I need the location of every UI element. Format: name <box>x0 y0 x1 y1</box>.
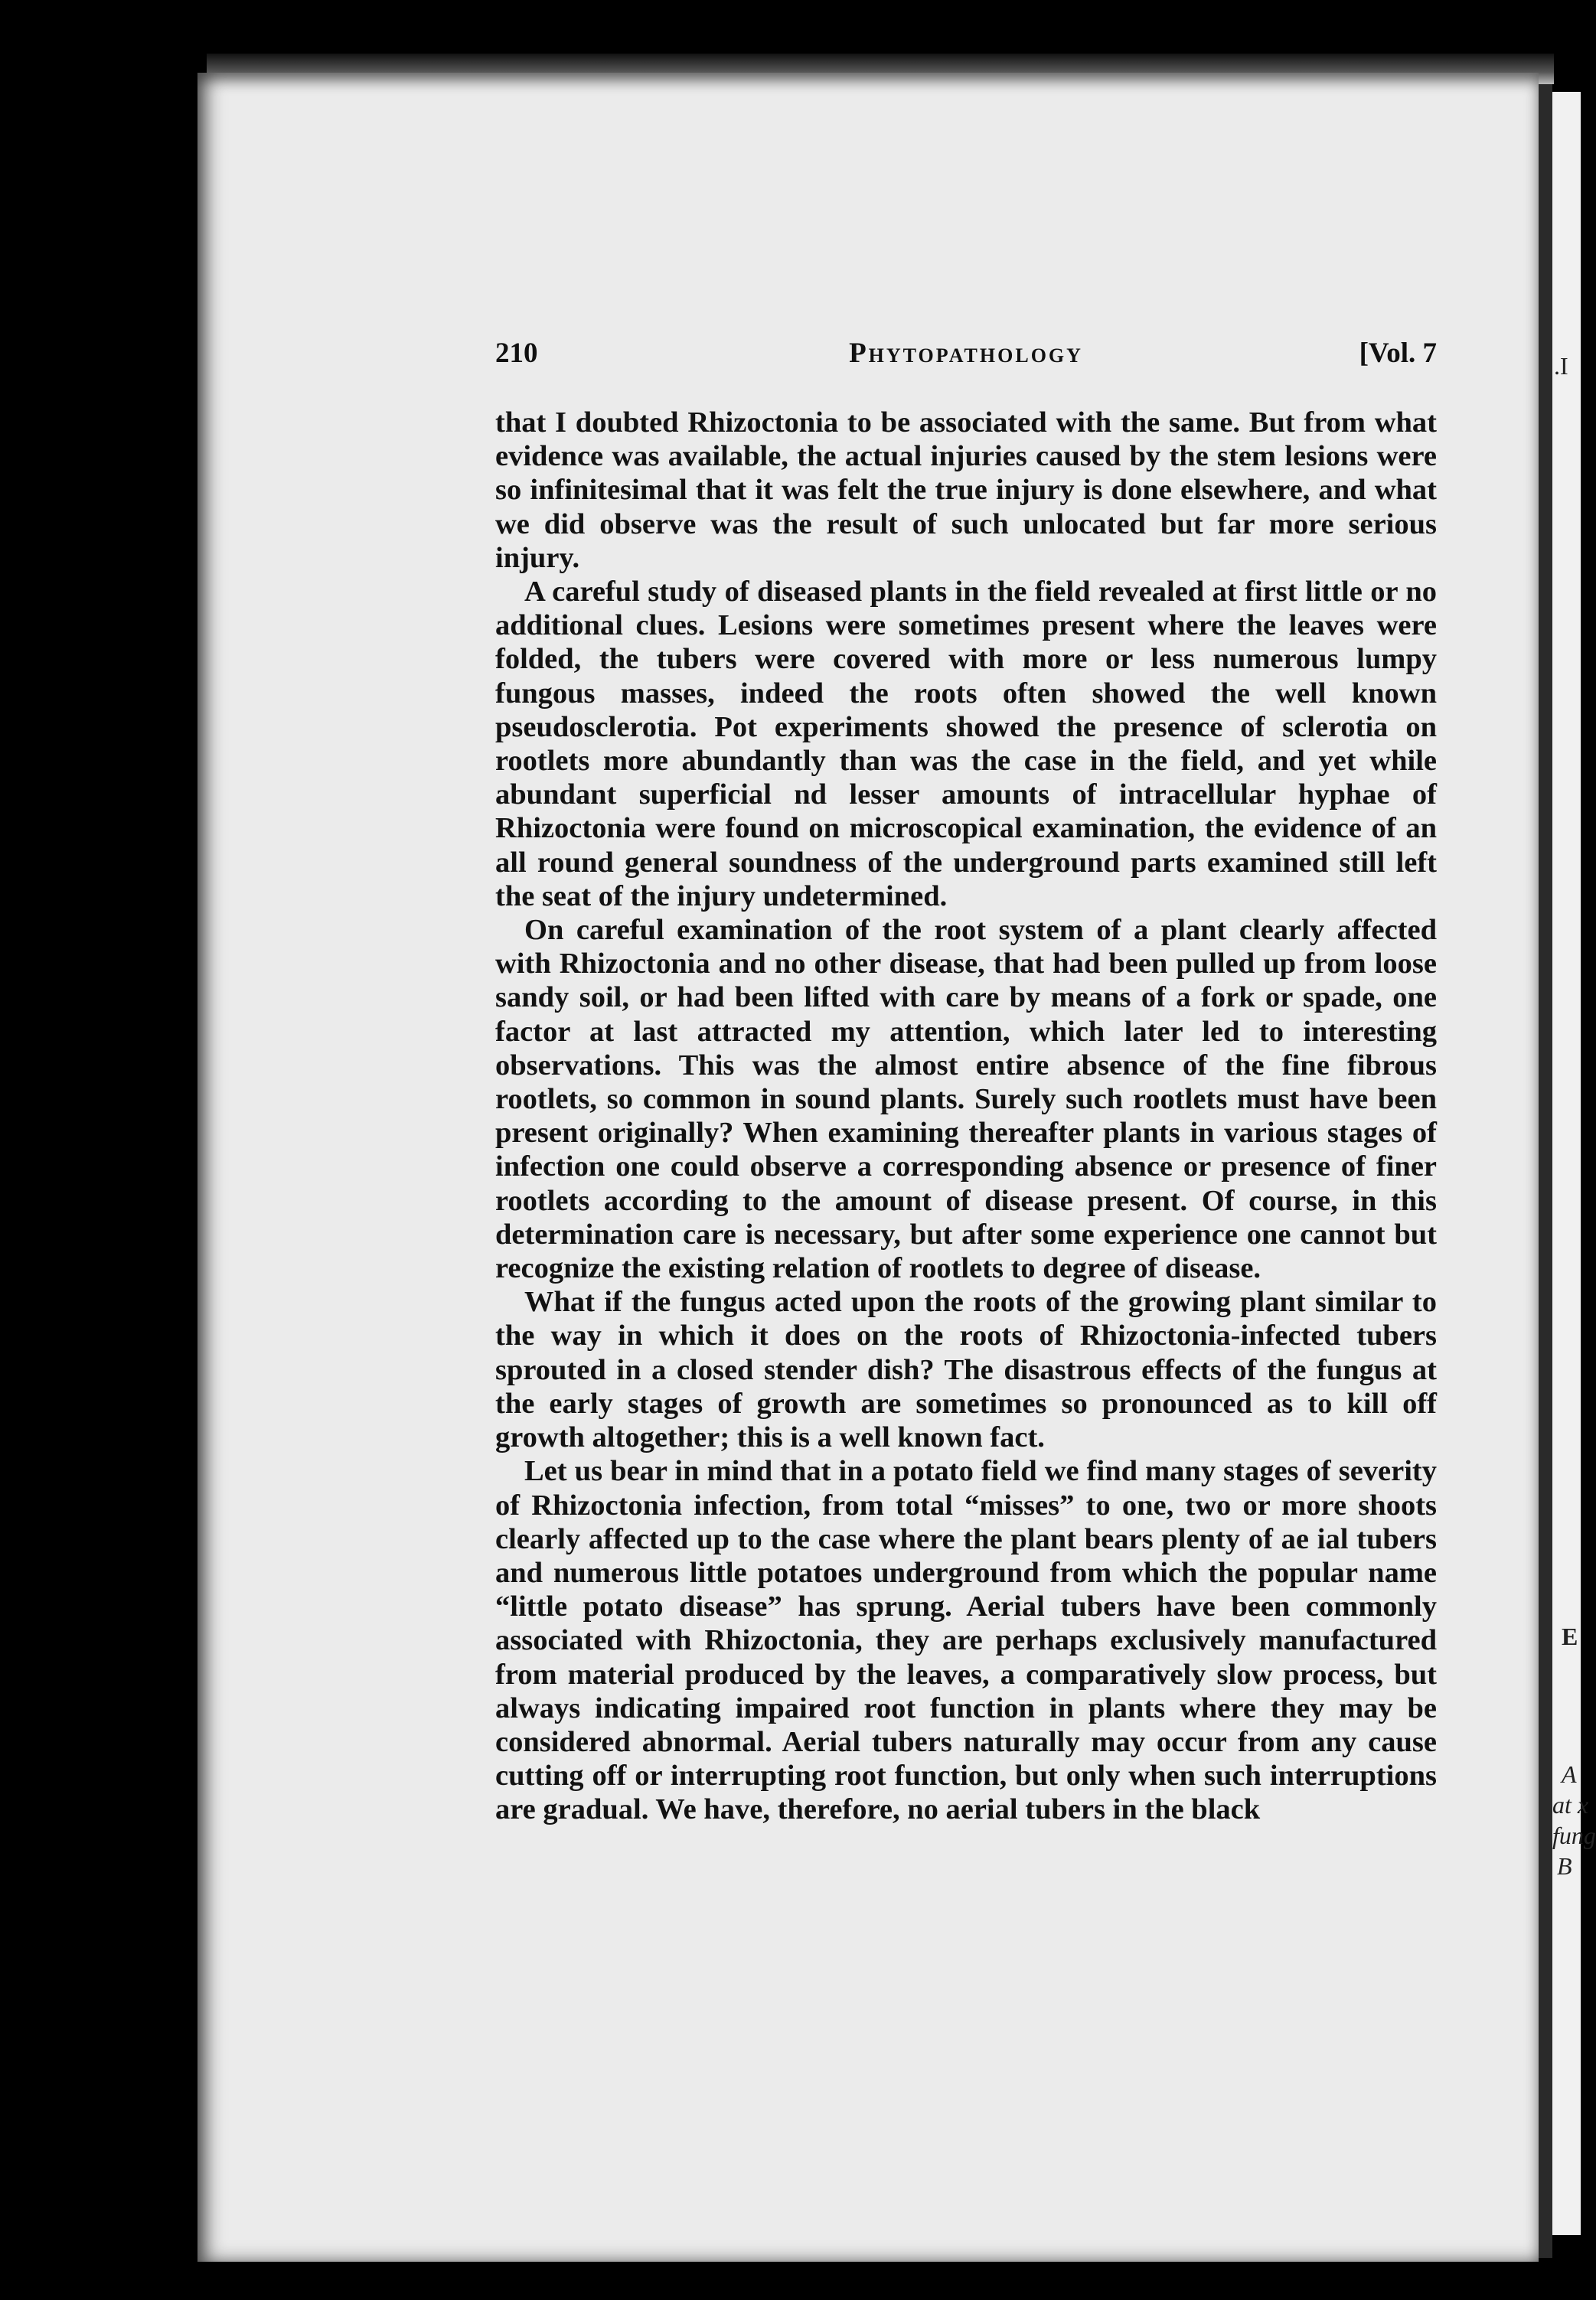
volume-label: [Vol. 7 <box>1359 338 1437 369</box>
facing-page-edge <box>1552 92 1596 2235</box>
body-text <box>495 406 1437 1827</box>
facing-page-fragment: at x <box>1552 1791 1589 1819</box>
book-gutter <box>1539 84 1552 2258</box>
paragraph: Let us bear in mind that in a potato field we find many stages of severity of Rhizoctonia infection, from total “misses” to one, two or more shoots clearly affected up to the case where the plant bears plenty of ae ial tubers and numerous little potatoes underground from which the popular name “little potato disease” has sprung. Aerial tubers have been commonly associated with Rhizoctonia, they are perhaps exclusively manufactured from material produced by the leaves, a comparatively slow process, but always indicating impaired root function in plants where they may be considered abnormal. Aerial tubers naturally may occur from any cause cutting off or interrupting root function, but only when such interruptions are gradual. We have, therefore, no aerial tubers in the black <box>495 1455 1437 1826</box>
facing-page-fragment: .I <box>1554 352 1568 380</box>
paragraph: A careful study of diseased plants in the field revealed at first little or no additional clues. Lesions were sometimes present where the leaves were folded, the tubers were covered with more or less numerous lumpy fungous masses, indeed the roots often showed the well known pseudosclerotia. Pot experiments showed the presence of sclerotia on rootlets more abundantly than was the case in the field, and yet while abundant superficial nd lesser amounts of intracellular hyphae of Rhizoctonia were found on microscopical examination, the evidence of an all round general soundness of the underground parts examined still left the seat of the injury undetermined. <box>495 576 1437 912</box>
facing-page-fragment: E <box>1562 1623 1578 1650</box>
facing-page-fragment: B <box>1557 1852 1572 1880</box>
page-number: 210 <box>495 338 538 369</box>
facing-page-fragment: A <box>1562 1760 1577 1788</box>
running-title: Phytopathology <box>849 338 1083 369</box>
facing-page-fragment: fung <box>1552 1822 1596 1849</box>
paragraph: On careful examination of the root system of a plant clearly affected with Rhizoctonia and no other disease, that had been pulled up from loose sandy soil, or had been lifted with care by means of a fork or spade, one factor at last attracted my attention, which later led to interesting observations. This was the almost entire absence of the fine fibrous rootlets, so common in sound plants. Surely such rootlets must have been present originally? When examining thereafter plants in various stages of infection one could observe a corresponding absence or presence of finer rootlets according to the amount of disease present. Of course, in this determination care is necessary, but after some experience one cannot but recognize the existing relation of rootlets to degree of disease. <box>495 914 1437 1285</box>
paragraph: What if the fungus acted upon the roots of the growing plant similar to the way in which it does on the roots of Rhizoctonia-infected tubers sprouted in a closed stender dish? The disastrous effects of the fungus at the early stages of growth are sometimes so pronounced as to kill off growth altogether; this is a well known fact. <box>495 1286 1437 1454</box>
paragraph: that I doubted Rhizoctonia to be associated with the same. But from what evidence was available, the actual injuries caused by the stem lesions were so infinitesimal that it was felt the true injury is done elsewhere, and what we did observe was the result of such unlocated but far more serious injury. <box>495 406 1437 574</box>
page-header <box>495 337 1437 375</box>
